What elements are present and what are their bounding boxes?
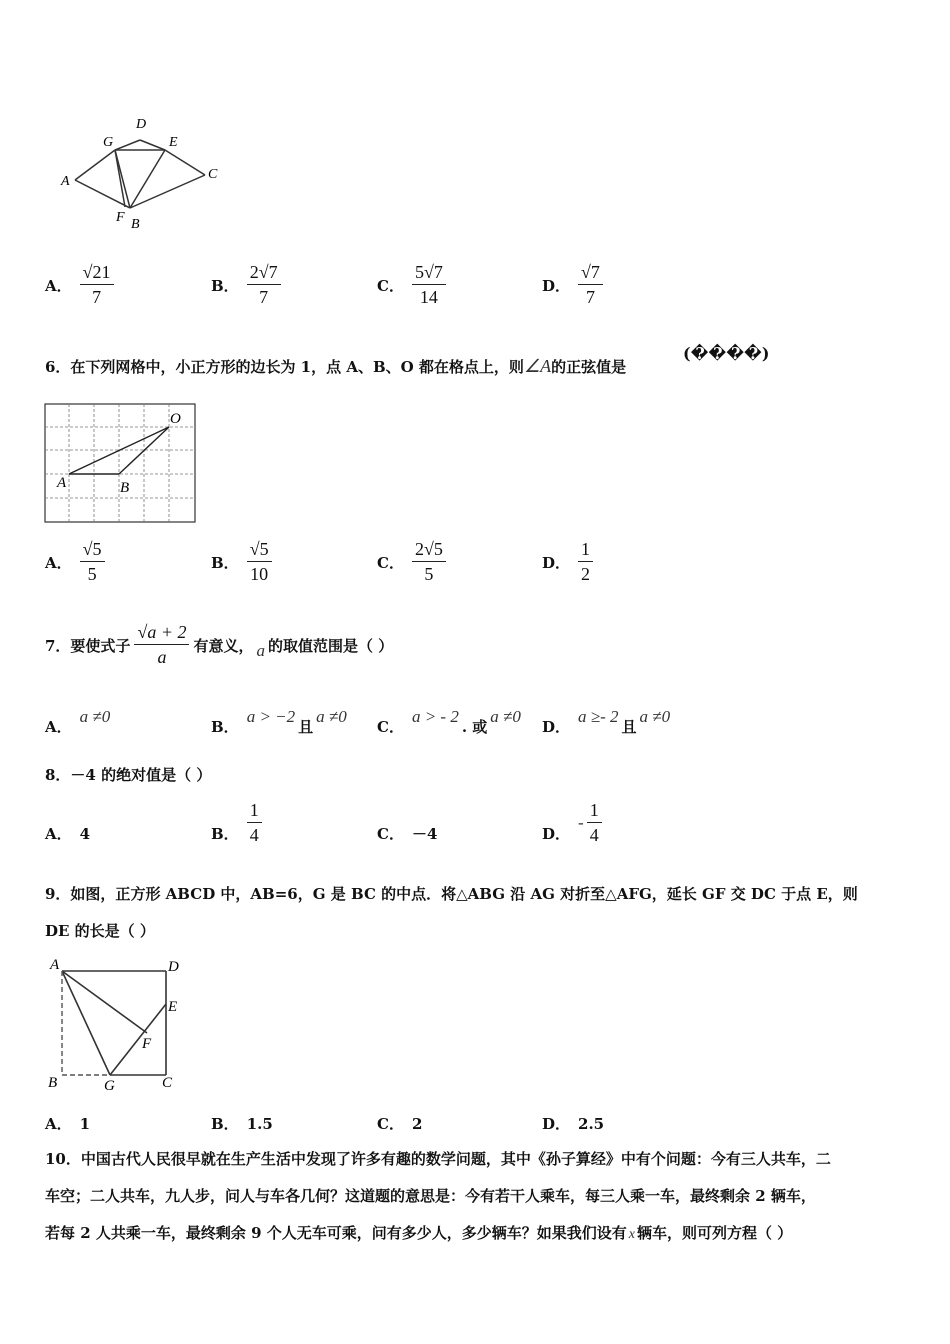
- option-label: A．: [45, 718, 72, 736]
- q9-label-C: C: [162, 1075, 173, 1091]
- fraction: $\frac{2√5}{5}$: [412, 539, 446, 585]
- q6-label-B: B: [120, 480, 130, 496]
- q8-option-b[interactable]: [211, 800, 262, 846]
- q5-option-d[interactable]: [542, 262, 603, 308]
- q10-question-line3: 若每 2 人共乘一车，最终剩余 9 个人无车可乘，问有多少人，多少辆车？如果我们设有 x 辆车，则可列方程（ ）: [45, 1224, 793, 1242]
- option-label: C．: [377, 825, 404, 843]
- q7-fraction: $\frac{√a + 2}{a}$: [134, 622, 189, 668]
- q6-option-c[interactable]: [377, 539, 446, 585]
- q5-figure: [55, 110, 235, 235]
- q6-option-a[interactable]: [45, 539, 105, 585]
- fraction: $\frac{1}{4}$: [587, 800, 602, 846]
- q5-label-E: E: [169, 135, 178, 150]
- q6-option-d[interactable]: [542, 539, 593, 585]
- option-label: A．: [45, 553, 72, 572]
- q9-option-b[interactable]: B． 1.5: [211, 1114, 273, 1133]
- q7-option-d[interactable]: D． a ≥- 2 且 a ≠0: [542, 706, 671, 736]
- q9-option-c[interactable]: C． 2: [377, 1114, 423, 1133]
- q10-var: x: [628, 1227, 635, 1242]
- q8-option-c[interactable]: C． －4: [377, 825, 438, 843]
- fraction: $\frac{1}{2}$: [578, 539, 593, 585]
- q8-question: 8．－4 的绝对值是（ ）: [45, 766, 212, 784]
- q5-option-c[interactable]: [377, 262, 446, 308]
- q9-label-G: G: [104, 1078, 115, 1094]
- option-label: D．: [542, 718, 571, 736]
- q7-option-a[interactable]: A． a ≠0: [45, 706, 111, 736]
- option-label: D．: [542, 1115, 571, 1133]
- fraction: $\frac{√5}{10}$: [247, 539, 272, 585]
- option-label: A．: [45, 825, 72, 843]
- option-label: B．: [211, 1115, 239, 1133]
- fraction: $\frac{√5}{5}$: [80, 539, 105, 585]
- q10-question-line1: 10．中国古代人民很早就在生产生活中发现了许多有趣的数学问题，其中《孙子算经》中有个问题：今有三人共车，二: [45, 1150, 831, 1168]
- option-label: B．: [211, 553, 239, 572]
- q5-label-A: A: [61, 174, 70, 189]
- q7-var: a: [256, 641, 265, 660]
- q7-option-b[interactable]: B． a > −2 且 a ≠0: [211, 706, 347, 736]
- option-label: A．: [45, 276, 72, 295]
- q5-label-G: G: [103, 135, 114, 150]
- fraction: $\frac{1}{4}$: [247, 800, 262, 846]
- q5-label-F: F: [116, 210, 125, 225]
- q6-label-O: O: [170, 411, 181, 427]
- q8-option-d[interactable]: D． - $\frac{1}{4}$: [542, 800, 602, 846]
- q7-option-c[interactable]: C． a > - 2 . 或 a ≠0: [377, 706, 521, 736]
- q6-grid-figure: [44, 403, 198, 525]
- option-label: A．: [45, 1115, 72, 1133]
- q5-option-b[interactable]: [211, 262, 281, 308]
- option-label: C．: [377, 718, 404, 736]
- q5-option-a[interactable]: [45, 262, 114, 308]
- q9-label-B: B: [48, 1075, 58, 1091]
- q9-label-E: E: [168, 999, 178, 1015]
- q5-label-B: B: [131, 217, 140, 232]
- q9-option-d[interactable]: D． 2.5: [542, 1114, 605, 1133]
- q6-option-b[interactable]: [211, 539, 272, 585]
- fraction: $\frac{5√7}{14}$: [412, 262, 446, 308]
- fraction: $\frac{√21}{7}$: [80, 262, 114, 308]
- option-label: C．: [377, 553, 404, 572]
- q8-option-a[interactable]: A． 4: [45, 824, 91, 843]
- q9-label-A: A: [50, 957, 60, 973]
- q5-label-C: C: [208, 167, 218, 182]
- option-label: D．: [542, 824, 571, 843]
- option-label: D．: [542, 553, 571, 572]
- option-label: B．: [211, 824, 239, 843]
- q6-question: 6．在下列网格中，小正方形的边长为 1，点 A、B、O 都在格点上，则∠A的正弦值是: [45, 356, 627, 376]
- fraction: $\frac{√7}{7}$: [578, 262, 603, 308]
- q6-label-A: A: [57, 475, 67, 491]
- q5-label-D: D: [136, 117, 147, 132]
- q7-question: 7．要使式子 $\frac{√a + 2}{a}$ 有意义， a 的取值范围是（ ）: [45, 622, 394, 667]
- q9-option-a[interactable]: A． 1: [45, 1114, 91, 1133]
- q9-label-D: D: [168, 959, 179, 975]
- q9-square-figure: [44, 955, 189, 1095]
- q6-garbled-text: (����): [683, 344, 770, 363]
- q9-label-F: F: [142, 1036, 152, 1052]
- option-label: B．: [211, 718, 239, 736]
- q9-question-line2: DE 的长是（ ）: [45, 922, 155, 940]
- option-label: B．: [211, 276, 239, 295]
- q10-question-line2: 车空；二人共车，九人步，问人与车各几何？这道题的意思是：今有若干人乘车，每三人乘一车，最终剩余 2 辆车，: [45, 1187, 816, 1205]
- option-label: C．: [377, 1115, 404, 1133]
- option-label: C．: [377, 276, 404, 295]
- fraction: $\frac{2√7}{7}$: [247, 262, 281, 308]
- option-label: D．: [542, 276, 571, 295]
- q9-question-line1: 9．如图，正方形 ABCD 中，AB=6，G 是 BC 的中点．将△ABG 沿 AG 对折至△AFG，延长 GF 交 DC 于点 E，则: [45, 885, 858, 903]
- angle-symbol: ∠A: [523, 356, 552, 376]
